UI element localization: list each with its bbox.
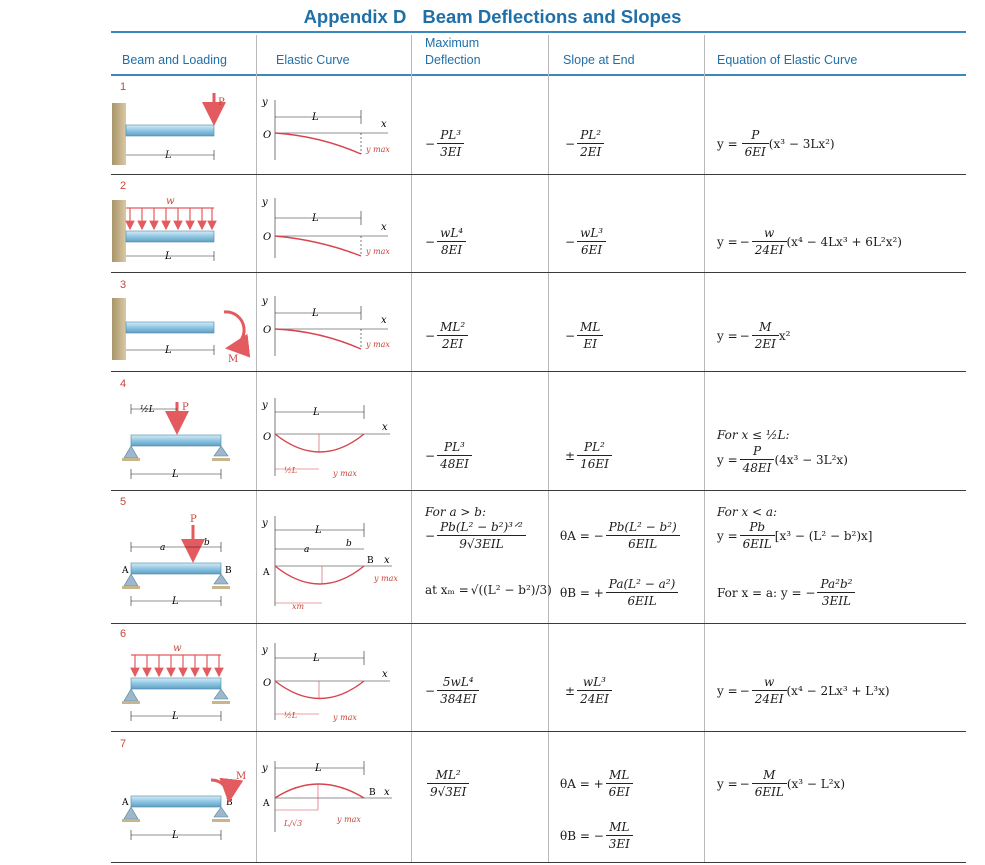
row5-slope-a: θA = − $\frac{\text{Pb(L² − b²)}}{\text{6EIL}}$: [560, 520, 680, 551]
moment-label: M: [228, 354, 239, 365]
row5-slope-b: θB = + $\frac{\text{Pa(L² − a²)}}{\text{6EIL}}$: [560, 577, 678, 608]
length-label: L: [165, 150, 172, 161]
svg-text:L: L: [172, 711, 179, 722]
svg-text:A: A: [122, 798, 129, 808]
row7-slope-b: θB = − $\frac{ML}{3EI}$: [560, 820, 633, 851]
svg-text:P: P: [182, 402, 189, 413]
moment-arrow: [224, 312, 244, 348]
svg-text:y max: y max: [366, 340, 390, 349]
svg-text:A: A: [122, 566, 129, 576]
svg-text:B: B: [369, 788, 376, 798]
row1-max-deflection: − $\frac{\text{PL³}}{3EI}$: [425, 128, 464, 159]
svg-text:b: b: [204, 538, 210, 548]
row4-elastic-curve: [261, 398, 390, 478]
row5-elastic-curve: [261, 516, 398, 611]
deflected-curve: [275, 133, 361, 154]
svg-text:y: y: [262, 763, 268, 774]
svg-text:a: a: [304, 545, 310, 555]
row7-elastic-curve: [261, 761, 392, 832]
fixed-wall: [112, 103, 126, 165]
svg-text:y max: y max: [337, 815, 361, 824]
row3-beam-diagram: [112, 298, 244, 365]
svg-text:y: y: [262, 645, 268, 656]
row6-slope: ± $\frac{\text{wL³}}{24EI}$: [565, 675, 612, 706]
svg-text:x: x: [382, 669, 388, 680]
svg-text:y max: y max: [374, 574, 398, 583]
svg-text:O: O: [263, 232, 272, 243]
row6-max-deflection: − $\frac{\text{5wL⁴}}{384EI}$: [425, 675, 479, 706]
svg-text:x: x: [384, 555, 390, 566]
row7-slope-a: θA = + $\frac{ML}{6EI}$: [560, 768, 633, 799]
col-header-curve: Elastic Curve: [276, 53, 350, 67]
svg-text:L: L: [315, 525, 322, 536]
origin-label: O: [263, 130, 272, 141]
svg-text:w: w: [173, 643, 182, 654]
row5-beam-diagram: [121, 514, 232, 607]
svg-text:x: x: [381, 315, 387, 326]
row4-max-deflection: − $\frac{\text{PL³}}{48EI}$: [425, 440, 472, 471]
row5-xm-location: at xₘ =√((L² − b²)/3): [425, 582, 552, 597]
svg-text:O: O: [263, 678, 272, 689]
svg-text:L: L: [172, 830, 179, 841]
appendix-title: Beam Deflections and Slopes: [422, 6, 682, 27]
load-label: w: [166, 196, 175, 207]
row3-max-deflection: − $\frac{\text{ML²}}{2EI}$: [425, 320, 468, 351]
row4-beam-diagram: [122, 402, 230, 480]
row1-elastic-curve: [261, 97, 390, 160]
svg-text:x: x: [381, 222, 387, 233]
svg-text:L: L: [313, 407, 320, 418]
svg-text:O: O: [263, 432, 272, 443]
svg-text:y: y: [262, 400, 268, 411]
row5-equation-at-a: For x = a: y = − $\frac{\text{Pa²b²}}{\text{3EIL}}$: [717, 577, 855, 608]
svg-text:½L: ½L: [284, 711, 298, 720]
svg-text:L: L: [313, 653, 320, 664]
svg-text:B: B: [225, 566, 232, 576]
svg-text:L: L: [315, 763, 322, 774]
svg-text:B: B: [226, 798, 233, 808]
row3-equation: y =− $\frac{M}{2EI}$ x²: [717, 320, 791, 351]
row6-equation: y =− $\frac{w}{24EI}$ (x⁴ − 2Lx³ + L³x): [717, 675, 890, 706]
row-number: 7: [120, 738, 127, 750]
svg-text:y: y: [262, 296, 268, 307]
length-label: L: [312, 112, 319, 123]
row-number: 6: [120, 628, 127, 640]
row-number: 5: [120, 496, 127, 508]
svg-text:½L: ½L: [140, 405, 155, 415]
row5-max-deflection: − $\frac{\text{Pb(L² − b²)³ᐟ²}}{\text{9√3EIL}}$: [425, 520, 526, 551]
row1-beam-diagram: [112, 93, 225, 165]
row1-equation: y = $\frac{P}{6EI}$ (x³ − 3Lx²): [717, 128, 835, 159]
appendix-label: Appendix D: [303, 6, 407, 27]
x-axis-label: x: [381, 119, 387, 130]
roller-support: [214, 446, 228, 456]
row1-slope: − $\frac{\text{PL²}}{2EI}$: [565, 128, 604, 159]
svg-text:y max: y max: [333, 713, 357, 722]
ymax-label: y max: [366, 145, 390, 154]
row2-equation: y =− $\frac{w}{24EI}$ (x⁴ − 4Lx³ + 6L²x²): [717, 226, 902, 257]
beam: [126, 125, 214, 136]
row4-equation: y = $\frac{P}{48EI}$ (4x³ − 3L²x): [717, 444, 848, 475]
col-header-beam: Beam and Loading: [122, 53, 227, 67]
row6-beam-diagram: [122, 643, 230, 722]
load-label: P: [218, 97, 225, 108]
row4-slope: ± $\frac{\text{PL²}}{16EI}$: [565, 440, 612, 471]
svg-text:M: M: [236, 771, 247, 782]
svg-text:L: L: [172, 469, 179, 480]
svg-text:x: x: [384, 787, 390, 798]
row3-elastic-curve: [261, 296, 390, 356]
svg-text:O: O: [263, 325, 272, 336]
col-header-equation: Equation of Elastic Curve: [717, 53, 858, 67]
row-number: 1: [120, 81, 127, 93]
row-number: 3: [120, 279, 127, 291]
svg-text:L: L: [165, 345, 172, 356]
pin-support: [124, 446, 138, 458]
svg-text:y max: y max: [366, 247, 390, 256]
svg-text:a: a: [160, 543, 166, 553]
svg-text:B: B: [367, 556, 374, 566]
row2-slope: − $\frac{\text{wL³}}{6EI}$: [565, 226, 606, 257]
svg-text:L: L: [312, 213, 319, 224]
row2-beam-diagram: [112, 196, 214, 262]
row3-slope: − $\frac{ML}{EI}$: [565, 320, 603, 351]
row6-elastic-curve: [261, 643, 390, 722]
svg-text:xm: xm: [292, 602, 305, 611]
svg-text:A: A: [263, 568, 270, 578]
row7-max-deflection: $\frac{\text{ML²}}{9√3EI}$: [425, 768, 469, 799]
svg-text:L: L: [312, 308, 319, 319]
row7-beam-diagram: [121, 771, 246, 841]
row4-equation-condition: For x ≤ ½L:: [717, 428, 790, 442]
row5-equation: y = $\frac{Pb}{\text{6EIL}}$ [x³ − (L² − b²)x]: [717, 520, 873, 551]
row2-elastic-curve: [261, 197, 390, 258]
row-number: 2: [120, 180, 127, 192]
row5-deflection-condition: For a > b:: [425, 505, 487, 519]
y-axis-label: y: [262, 97, 268, 108]
row7-equation: y =− $\frac{M}{\text{6EIL}}$ (x³ − L²x): [717, 768, 845, 799]
svg-text:A: A: [263, 799, 270, 809]
svg-text:P: P: [190, 514, 197, 525]
svg-text:x: x: [382, 422, 388, 433]
svg-text:½L: ½L: [284, 466, 298, 475]
col-header-max-bottom: Deflection: [425, 53, 481, 67]
col-header-max-top: Maximum: [425, 36, 480, 50]
col-header-slope: Slope at End: [563, 53, 635, 67]
svg-text:L/√3: L/√3: [284, 819, 303, 828]
svg-text:y max: y max: [333, 469, 357, 478]
svg-text:b: b: [346, 539, 352, 549]
svg-text:y: y: [262, 518, 268, 529]
row2-max-deflection: − $\frac{\text{wL⁴}}{8EI}$: [425, 226, 466, 257]
svg-text:y: y: [262, 197, 268, 208]
row5-equation-condition: For x < a:: [717, 505, 778, 519]
svg-text:L: L: [172, 596, 179, 607]
row-number: 4: [120, 378, 127, 390]
length-label: L: [165, 251, 172, 262]
